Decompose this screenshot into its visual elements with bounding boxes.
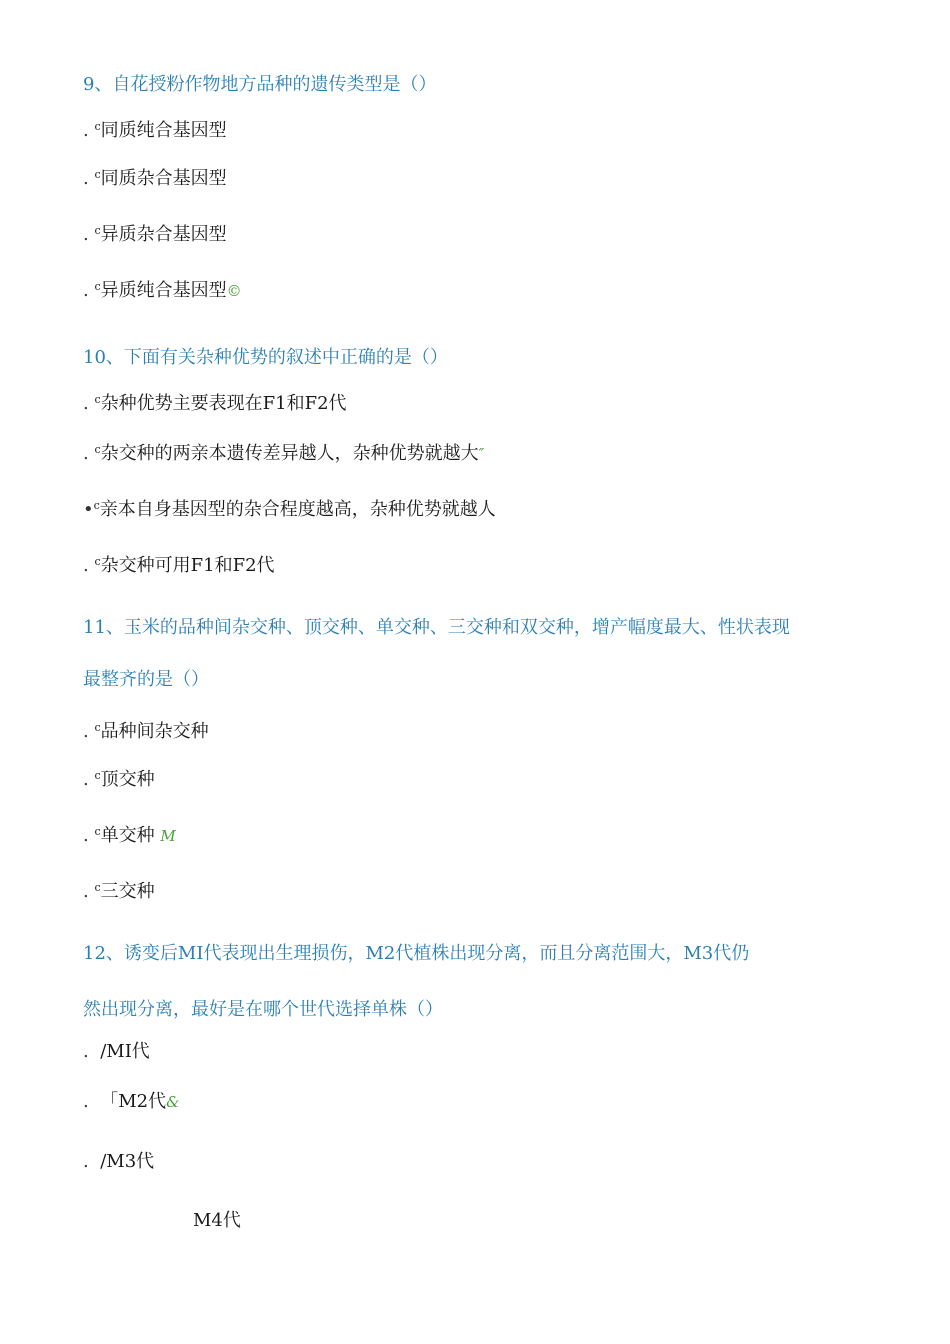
radio-icon[interactable]: c xyxy=(94,825,101,838)
option-prefix: . xyxy=(83,825,89,846)
radio-icon[interactable]: / xyxy=(100,1041,107,1062)
radio-icon[interactable]: c xyxy=(94,721,101,734)
option-prefix: . xyxy=(83,224,89,245)
option-label: 品种间杂交种 xyxy=(100,721,209,742)
option-prefix: . xyxy=(83,1041,89,1062)
option-label: 异质纯合基因型 xyxy=(100,280,227,301)
radio-icon[interactable]: / xyxy=(100,1151,107,1172)
question-11-option-c[interactable] xyxy=(83,821,176,847)
radio-icon[interactable]: c xyxy=(94,120,101,133)
question-10-option-a[interactable] xyxy=(83,389,347,415)
option-prefix: . xyxy=(83,1091,89,1112)
correct-mark-icon: ″ xyxy=(478,445,485,463)
option-prefix: • xyxy=(83,499,94,520)
option-label: 杂交种可用F1和F2代 xyxy=(100,555,275,576)
option-label: 亲本自身基因型的杂合程度越高，杂种优势就越人 xyxy=(99,499,496,520)
option-label: 杂种优势主要表现在F1和F2代 xyxy=(100,393,347,414)
question-11-title-line-2: 最整齐的是（） xyxy=(83,669,209,690)
radio-icon[interactable]: c xyxy=(94,168,101,181)
option-prefix: . xyxy=(83,168,89,189)
radio-icon[interactable]: c xyxy=(94,881,101,894)
question-12-option-d[interactable] xyxy=(193,1210,241,1232)
question-11-option-d[interactable] xyxy=(83,877,155,903)
option-prefix: . xyxy=(83,769,89,790)
radio-icon[interactable]: c xyxy=(94,280,101,293)
question-10-option-d[interactable] xyxy=(83,551,275,577)
question-11-title-line-1: 11、玉米的品种间杂交种、顶交种、单交种、三交种和双交种，增产幅度最大、性状表现 xyxy=(83,617,790,638)
option-prefix: . xyxy=(83,443,89,464)
question-9-option-a[interactable] xyxy=(83,116,227,142)
option-label: M3代 xyxy=(106,1151,155,1172)
question-12-option-a[interactable] xyxy=(83,1041,150,1063)
correct-mark-icon: © xyxy=(226,282,242,300)
option-prefix: . xyxy=(83,1151,89,1172)
option-prefix: . xyxy=(83,120,89,141)
question-11-option-b[interactable] xyxy=(83,765,155,791)
option-prefix: . xyxy=(83,881,89,902)
option-label: 同质纯合基因型 xyxy=(100,120,227,141)
option-label: MI代 xyxy=(106,1041,150,1062)
correct-mark-icon: & xyxy=(166,1093,180,1111)
question-9-option-c[interactable] xyxy=(83,220,227,246)
option-label: 异质杂合基因型 xyxy=(100,224,227,245)
question-10-option-b[interactable] xyxy=(83,439,484,465)
option-prefix: . xyxy=(83,555,89,576)
question-12-title-line-1: 12、诱变后MI代表现出生理损伤，M2代植株出现分离，而且分离范围大，M3代仍 xyxy=(83,943,750,964)
radio-icon[interactable]: 「 xyxy=(100,1091,119,1112)
correct-mark-icon: M xyxy=(160,827,176,845)
radio-icon[interactable]: c xyxy=(93,499,100,512)
option-label: 杂交种的两亲本遗传差异越人，杂种优势就越大 xyxy=(100,443,479,464)
question-11-option-a[interactable] xyxy=(83,717,209,743)
radio-icon[interactable]: c xyxy=(94,224,101,237)
question-9-option-b[interactable] xyxy=(83,164,227,190)
radio-icon[interactable]: c xyxy=(94,769,101,782)
question-9-option-d[interactable] xyxy=(83,276,242,302)
option-label: M4代 xyxy=(193,1210,241,1231)
option-label: 三交种 xyxy=(100,881,155,902)
option-prefix: . xyxy=(83,721,89,742)
question-12-option-b[interactable] xyxy=(83,1091,179,1113)
option-label: M2代 xyxy=(118,1091,167,1112)
radio-icon[interactable]: c xyxy=(94,555,101,568)
question-10-title: 10、下面有关杂种优势的叙述中正确的是（） xyxy=(83,347,448,368)
option-prefix: . xyxy=(83,280,89,301)
option-label: 顶交种 xyxy=(100,769,155,790)
question-12-option-c[interactable] xyxy=(83,1151,154,1173)
option-prefix: . xyxy=(83,393,89,414)
radio-icon[interactable]: c xyxy=(94,393,101,406)
radio-icon[interactable]: c xyxy=(94,443,101,456)
question-9-title: 9、自花授粉作物地方品种的遗传类型是（） xyxy=(83,74,437,95)
option-label: 单交种 xyxy=(100,825,155,846)
option-label: 同质杂合基因型 xyxy=(100,168,227,189)
question-12-title-line-2: 然出现分离，最好是在哪个世代选择单株（） xyxy=(83,999,443,1020)
question-10-option-c[interactable] xyxy=(83,495,496,521)
